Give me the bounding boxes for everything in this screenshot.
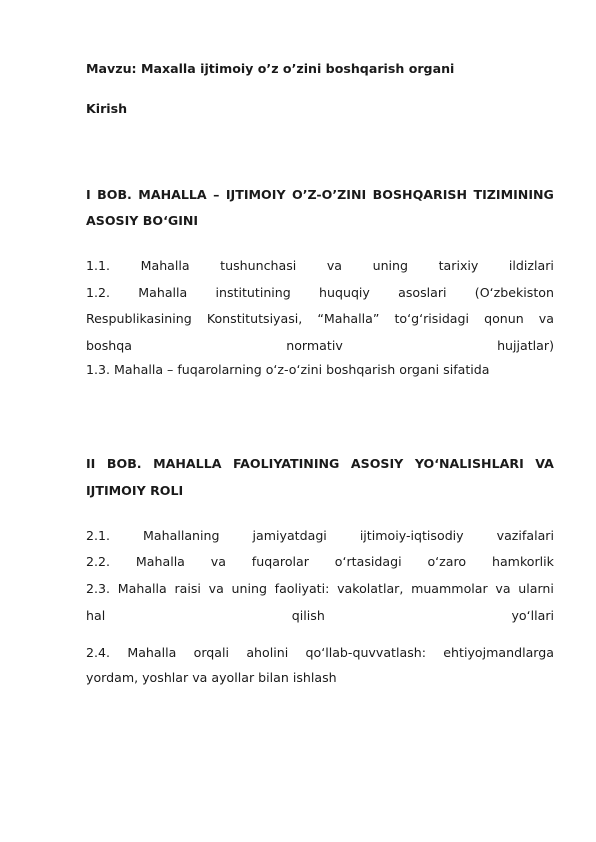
word: 1.1. <box>86 258 111 273</box>
toc-item-2-1 <box>86 528 554 544</box>
word: boshqa <box>86 338 132 353</box>
word: to‘g‘risidagi <box>394 311 470 326</box>
word: faoliyati: <box>274 581 330 596</box>
word: muammolar <box>411 581 488 596</box>
intro-heading: Kirish <box>86 101 128 116</box>
chapter2-title-line2: IJTIMOIY ROLI <box>86 483 184 498</box>
word: YO‘NALISHLARI <box>414 456 524 471</box>
word: 2.3. <box>86 581 111 596</box>
word: Konstitutsiyasi, <box>206 311 303 326</box>
word: MAHALLA <box>153 456 222 471</box>
word: Mahalla <box>127 645 177 660</box>
word: 2.1. <box>86 528 111 543</box>
word: uning <box>372 258 409 273</box>
word: o‘rtasidagi <box>334 554 402 569</box>
word: “Mahalla” <box>317 311 380 326</box>
word: 2.2. <box>86 554 111 569</box>
word: Respublikasining <box>86 311 192 326</box>
word: II <box>86 456 96 471</box>
word: hal <box>86 608 106 623</box>
word: jamiyatdagi <box>252 528 327 543</box>
word: fuqarolar <box>251 554 309 569</box>
topic-heading: Mavzu: Maxalla ijtimoiy o’z o’zini boshqarish organi <box>86 61 455 76</box>
word: BOSHQARISH <box>372 187 468 202</box>
word: huquqiy <box>319 285 370 300</box>
word: va <box>210 554 226 569</box>
toc-item-2-4-line2: yordam, yoshlar va ayollar bilan ishlash <box>86 670 337 685</box>
word: o‘zaro <box>427 554 467 569</box>
word: O’Z-O’ZINI <box>292 187 367 202</box>
word: (O‘zbekiston <box>474 285 554 300</box>
word: I <box>86 187 91 202</box>
word: tushunchasi <box>220 258 297 273</box>
word: Mahalla <box>140 258 190 273</box>
word: ehtiyojmandlarga <box>443 645 554 660</box>
toc-item-2-3-line1 <box>86 581 554 597</box>
word: vazifalari <box>496 528 554 543</box>
toc-item-1-3: 1.3. Mahalla – fuqarolarning o‘z-o‘zini boshqarish organi sifatida <box>86 362 490 377</box>
word: VA <box>535 456 554 471</box>
word: raisi <box>174 581 201 596</box>
word: ularni <box>518 581 554 596</box>
toc-item-1-2-line2 <box>86 311 554 327</box>
toc-item-2-4-line1 <box>86 645 554 661</box>
word: Mahalla <box>138 285 188 300</box>
document-page <box>86 0 554 842</box>
toc-item-2-3-line2 <box>86 608 554 624</box>
word: va <box>538 311 554 326</box>
toc-item-1-2-line1 <box>86 285 554 301</box>
word: qo‘llab-quvvatlash: <box>305 645 426 660</box>
toc-item-2-2 <box>86 554 554 570</box>
toc-item-1-1 <box>86 258 554 274</box>
word: institutining <box>215 285 291 300</box>
word: vakolatlar, <box>337 581 404 596</box>
word: qonun <box>484 311 524 326</box>
word: – <box>213 187 220 202</box>
word: TIZIMINING <box>473 187 554 202</box>
word: Mahallaning <box>143 528 220 543</box>
chapter1-title-line1 <box>86 187 554 203</box>
word: asoslari <box>398 285 447 300</box>
word: 1.2. <box>86 285 111 300</box>
word: ildizlari <box>508 258 554 273</box>
word: aholini <box>246 645 289 660</box>
word: 2.4. <box>86 645 111 660</box>
word: va <box>326 258 343 273</box>
word: normativ <box>286 338 343 353</box>
chapter2-title-line1 <box>86 456 554 472</box>
chapter1-title-line2: ASOSIY BO‘GINI <box>86 213 199 228</box>
word: yo‘llari <box>511 608 554 623</box>
word: FAOLIYATINING <box>233 456 340 471</box>
word: MAHALLA <box>138 187 207 202</box>
word: BOB. <box>106 456 142 471</box>
word: hamkorlik <box>491 554 554 569</box>
word: ASOSIY <box>350 456 404 471</box>
word: uning <box>231 581 267 596</box>
word: hujjatlar) <box>497 338 554 353</box>
word: orqali <box>193 645 230 660</box>
word: tarixiy <box>438 258 479 273</box>
word: ijtimoiy-iqtisodiy <box>359 528 464 543</box>
word: Mahalla <box>117 581 167 596</box>
word: IJTIMOIY <box>225 187 286 202</box>
toc-item-1-2-line3 <box>86 338 554 354</box>
word: va <box>495 581 511 596</box>
word: BOB. <box>97 187 132 202</box>
word: Mahalla <box>135 554 185 569</box>
word: va <box>208 581 224 596</box>
word: qilish <box>291 608 325 623</box>
